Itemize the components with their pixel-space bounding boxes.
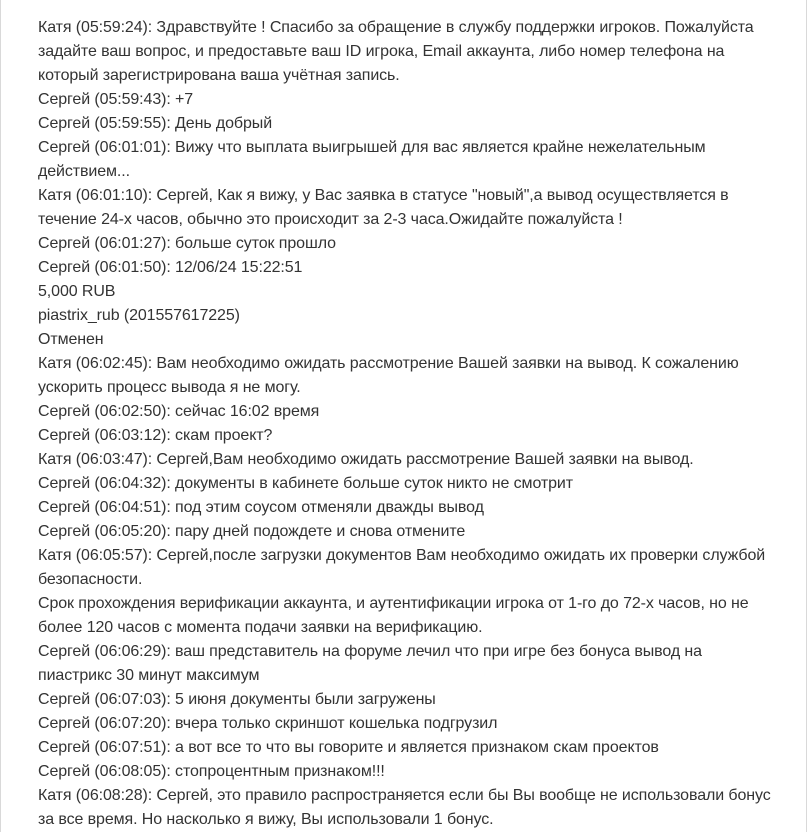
chat-message: Сергей (06:05:20): пару дней подождете и снова отмените	[38, 523, 466, 540]
chat-message: Сергей (05:59:43): +7	[38, 91, 194, 108]
chat-message: Сергей (06:03:12): скам проект?	[38, 427, 273, 444]
chat-message: Сергей (06:02:50): сейчас 16:02 время	[38, 403, 320, 420]
chat-message: Катя (06:02:45): Вам необходимо ожидать рассмотрение Вашей заявки на вывод. К сожалению ускорить процесс вывода я не могу.	[38, 355, 739, 396]
chat-message: Сергей (06:04:51): под этим соусом отменяли дважды вывод	[38, 499, 484, 516]
chat-message: Катя (06:03:47): Сергей,Вам необходимо ожидать рассмотрение Вашей заявки на вывод.	[38, 451, 694, 468]
chat-message: Сергей (06:08:05): стопроцентным признаком!!!	[38, 763, 385, 780]
chat-message: Сергей (06:01:27): больше суток прошло	[38, 235, 336, 252]
chat-message: Катя (06:08:28): Сергей, это правило распространяется если бы Вы вообще не использовали бонус за все время. Но насколько я вижу, Вы использовали 1 бонус.	[38, 787, 771, 828]
chat-message: Катя (06:05:57): Сергей,после загрузки документов Вам необходимо ожидать их проверки службой безопасности.	[38, 547, 766, 588]
chat-message-continuation: piastrix_rub (201557617225)	[38, 307, 240, 324]
chat-message: Сергей (06:07:03): 5 июня документы были загружены	[38, 691, 436, 708]
chat-transcript	[38, 16, 773, 832]
chat-message-continuation: Отменен	[38, 331, 104, 348]
chat-message: Катя (05:59:24): Здравствуйте ! Спасибо за обращение в службу поддержки игроков. Пожалуйста задайте ваш вопрос, и предоставьте ваш ID игрока, Email аккаунта, либо номер телефона на который зарегистрирована ваша учётная запись.	[38, 19, 754, 84]
chat-message: Сергей (06:06:29): ваш представитель на форуме лечил что при игре без бонуса вывод на пиастрикс 30 минут максимум	[38, 643, 702, 684]
chat-message: Катя (06:01:10): Сергей, Как я вижу, у Вас заявка в статусе "новый",а вывод осуществляется в течение 24-х часов, обычно это происходит за 2-3 часа.Ожидайте пожалуйста !	[38, 187, 729, 228]
chat-message-continuation: Срок прохождения верификации аккаунта, и аутентификации игрока от 1-го до 72-х часов, но не более 120 часов с момента подачи заявки на верификацию.	[38, 595, 749, 636]
chat-message: Сергей (06:07:51): а вот все то что вы говорите и является признаком скам проектов	[38, 739, 659, 756]
chat-message: Сергей (06:01:50): 12/06/24 15:22:51	[38, 259, 303, 276]
chat-message: Сергей (06:01:01): Вижу что выплата выигрышей для вас является крайне нежелательным действием...	[38, 139, 706, 180]
chat-message-continuation: 5,000 RUB	[38, 283, 116, 300]
chat-message: Сергей (05:59:55): День добрый	[38, 115, 273, 132]
chat-message: Сергей (06:04:32): документы в кабинете больше суток никто не смотрит	[38, 475, 573, 492]
chat-message: Сергей (06:07:20): вчера только скриншот кошелька подгрузил	[38, 715, 498, 732]
